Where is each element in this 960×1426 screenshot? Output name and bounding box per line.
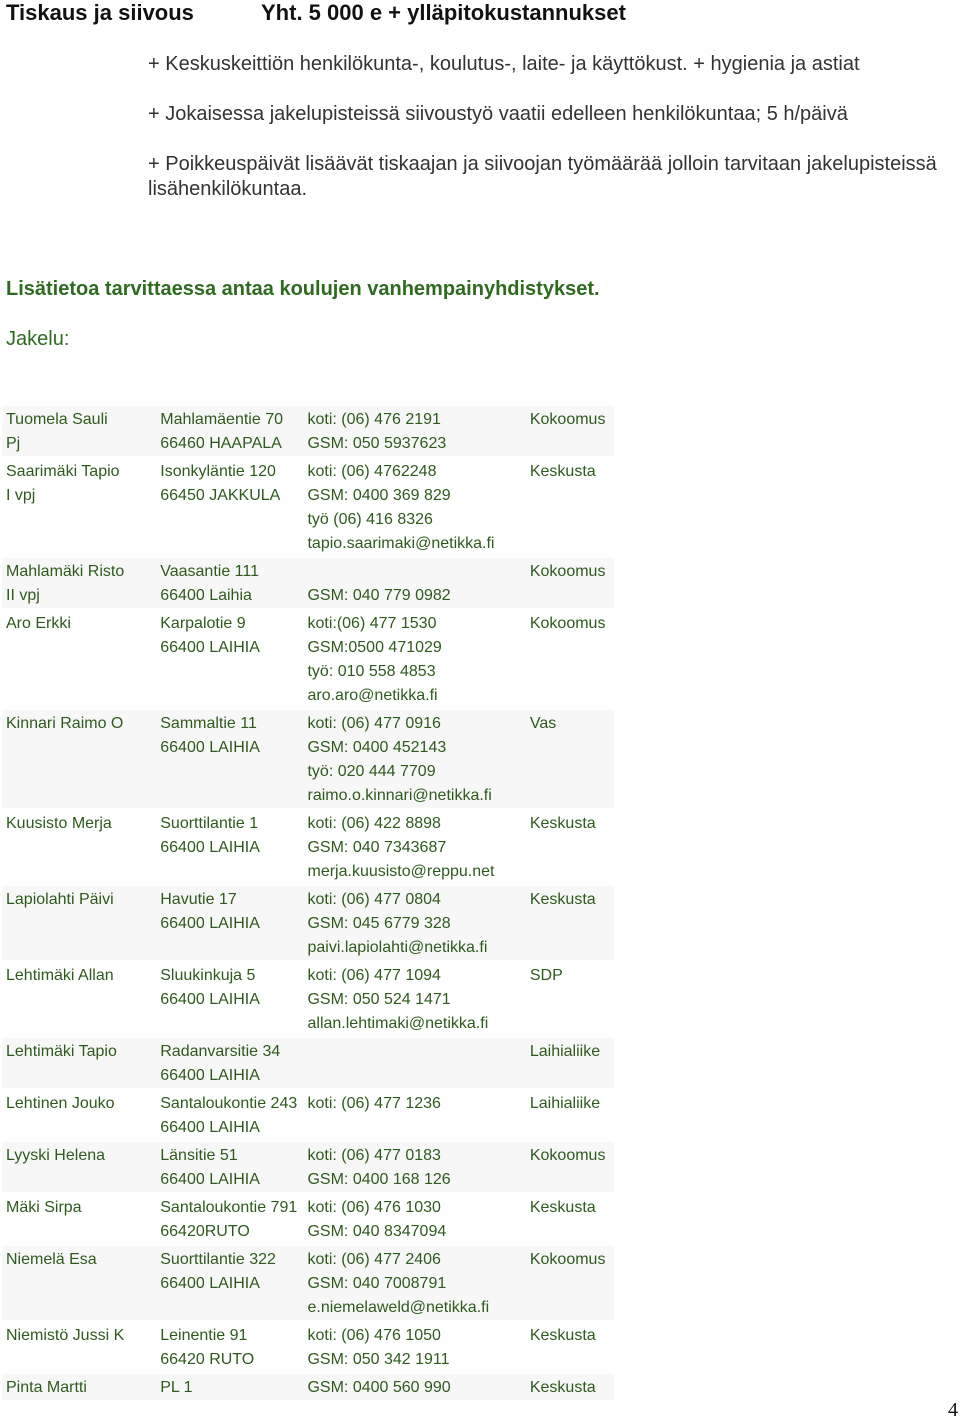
contact-phone-line: raimo.o.kinnari@netikka.fi: [307, 787, 492, 804]
bullet-list: [148, 52, 948, 227]
contact-name: [2, 1090, 156, 1140]
contact-phone-line: allan.lehtimaki@netikka.fi: [307, 1015, 489, 1032]
contact-address-line: 66400 LAIHIA: [160, 839, 260, 856]
contact-name-line: Lehtimäki Tapio: [6, 1043, 117, 1060]
distribution-heading: Jakelu:: [6, 328, 70, 350]
contact-name-line: Pj: [6, 435, 21, 452]
contact-name-line: Tuomela Sauli: [6, 411, 108, 428]
contact-phone-line: GSM: 0400 168 126: [307, 1171, 451, 1188]
info-note: Lisätietoa tarvittaessa antaa koulujen vanhempainyhdistykset.: [6, 278, 600, 300]
contact-phone-line: GSM: 050 524 1471: [307, 991, 451, 1008]
contact-name: [2, 1322, 156, 1372]
contact-address-line: Sammaltie 11: [160, 715, 257, 732]
contact-party: [526, 610, 614, 708]
contact-name-line: Niemistö Jussi K: [6, 1327, 125, 1344]
bullet-item: + Poikkeuspäivät lisäävät tiskaajan ja siivoojan työmäärää jolloin tarvitaan jakelupisteissä lisähenkilökuntaa.: [148, 153, 937, 200]
contact-name-line: Lyyski Helena: [6, 1147, 106, 1164]
contact-address: [156, 1038, 303, 1088]
contact-address-line: Vaasantie 111: [160, 563, 259, 580]
contact-table: [2, 404, 614, 1402]
contact-address-line: 66400 LAIHIA: [160, 1171, 260, 1188]
contact-name: [2, 1194, 156, 1244]
contact-party-line: Kokoomus: [529, 1147, 606, 1164]
contact-party-line: Laihialiike: [529, 1043, 601, 1060]
contact-address-line: Suorttilantie 322: [160, 1251, 276, 1268]
contact-address-line: Isonkyläntie 120: [160, 463, 276, 480]
table-row: [2, 962, 614, 1036]
contact-phone: [303, 810, 525, 884]
contact-name-line: Lehtimäki Allan: [6, 967, 114, 984]
contact-address-line: 66420RUTO: [160, 1223, 250, 1240]
contact-party: [526, 1090, 614, 1140]
contact-address-line: Mahlamäentie 70: [160, 411, 283, 428]
contact-name: [2, 558, 156, 608]
contact-address: [156, 558, 303, 608]
contact-name: [2, 1246, 156, 1320]
contact-name: [2, 458, 156, 556]
contact-party: [526, 1374, 614, 1400]
contact-party-line: Keskusta: [529, 891, 596, 908]
contact-party-line: Kokoomus: [529, 1251, 606, 1268]
bullet-item: + Keskuskeittiön henkilökunta-, koulutus-, laite- ja käyttökust. + hygienia ja astiat: [148, 53, 860, 75]
contact-phone-line: koti: (06) 477 1236: [307, 1095, 441, 1112]
contact-name: [2, 610, 156, 708]
contact-party: [526, 1194, 614, 1244]
contact-party: [526, 406, 614, 456]
contact-phone-line: työ: 010 558 4853: [307, 663, 436, 680]
contact-phone-line: koti: (06) 477 1094: [307, 967, 441, 984]
contact-address-line: 66420 RUTO: [160, 1351, 255, 1368]
table-row: [2, 610, 614, 708]
contact-phone-line: GSM:0500 471029: [307, 639, 442, 656]
contact-name-line: Saarimäki Tapio: [6, 463, 120, 480]
contact-party: [526, 962, 614, 1036]
contact-name: [2, 810, 156, 884]
contact-address-line: Leinentie 91: [160, 1327, 248, 1344]
contact-phone-line: aro.aro@netikka.fi: [307, 687, 438, 704]
contact-name-line: I vpj: [6, 487, 36, 504]
contact-name-line: Mäki Sirpa: [6, 1199, 82, 1216]
contact-name: [2, 886, 156, 960]
table-row: [2, 710, 614, 808]
contact-name-line: Lapiolahti Päivi: [6, 891, 114, 908]
contact-phone-line: työ (06) 416 8326: [307, 511, 433, 528]
contact-party: [526, 1322, 614, 1372]
contact-phone-line: GSM: 040 8347094: [307, 1223, 447, 1240]
contact-phone: [303, 1038, 525, 1088]
contact-phone-line: GSM: 0400 369 829: [307, 487, 451, 504]
contact-address: [156, 710, 303, 808]
contact-party-line: Vas: [529, 715, 557, 732]
contact-name-line: Niemelä Esa: [6, 1251, 97, 1268]
contact-phone: [303, 458, 525, 556]
contact-address: [156, 1322, 303, 1372]
contact-address: [156, 458, 303, 556]
contact-name-line: Pinta Martti: [6, 1379, 87, 1396]
contact-address-line: 66450 JAKKULA: [160, 487, 281, 504]
contact-party-line: Kokoomus: [529, 563, 606, 580]
table-row: [2, 1142, 614, 1192]
contact-phone-line: GSM: 050 342 1911: [307, 1351, 450, 1368]
contact-phone-line: tapio.saarimaki@netikka.fi: [307, 535, 495, 552]
contact-phone-line: koti: (06) 477 0183: [307, 1147, 441, 1164]
contact-address: [156, 886, 303, 960]
contact-phone-line: merja.kuusisto@reppu.net: [307, 863, 495, 880]
contact-address-line: 66400 LAIHIA: [160, 991, 260, 1008]
contact-phone-line: GSM: 0400 560 990: [307, 1379, 451, 1396]
contact-address-line: 66400 LAIHIA: [160, 1119, 260, 1136]
contact-phone: [303, 1374, 525, 1400]
contact-party: [526, 1142, 614, 1192]
contact-address-line: Karpalotie 9: [160, 615, 246, 632]
contact-party: [526, 886, 614, 960]
contact-address-line: Santaloukontie 791: [160, 1199, 298, 1216]
contact-name-line: Mahlamäki Risto: [6, 563, 125, 580]
contact-party-line: Keskusta: [529, 1327, 596, 1344]
contact-phone: [303, 710, 525, 808]
contact-phone: [303, 962, 525, 1036]
table-row: [2, 1246, 614, 1320]
contact-name: [2, 1374, 156, 1400]
contact-name: [2, 710, 156, 808]
contact-address-line: 66400 LAIHIA: [160, 1067, 260, 1084]
contact-party-line: Keskusta: [529, 463, 596, 480]
contact-phone-line: koti:(06) 477 1530: [307, 615, 437, 632]
contact-address-line: Havutie 17: [160, 891, 237, 908]
contact-phone-line: GSM: 040 7343687: [307, 839, 447, 856]
contact-phone-line: koti: (06) 476 1030: [307, 1199, 441, 1216]
contact-phone-line: koti: (06) 477 2406: [307, 1251, 441, 1268]
contact-address: [156, 962, 303, 1036]
contact-phone-line: koti: (06) 477 0916: [307, 715, 441, 732]
contact-address: [156, 1246, 303, 1320]
contact-address-line: 66400 LAIHIA: [160, 739, 260, 756]
contact-address-line: Länsitie 51: [160, 1147, 238, 1164]
contact-table-body: [2, 406, 614, 1400]
contact-party-line: SDP: [529, 967, 563, 984]
contact-party-line: Kokoomus: [529, 615, 606, 632]
total-cost: Yht. 5 000 e + ylläpitokustannukset: [261, 0, 626, 25]
contact-phone: [303, 406, 525, 456]
contact-phone-line: GSM: 045 6779 328: [307, 915, 451, 932]
contact-phone-line: koti: (06) 477 0804: [307, 891, 441, 908]
table-row: [2, 1322, 614, 1372]
contact-party-line: Keskusta: [529, 1379, 596, 1396]
table-row: [2, 1194, 614, 1244]
contact-phone-line: GSM: 0400 452143: [307, 739, 447, 756]
contact-phone-line: koti: (06) 476 1050: [307, 1327, 441, 1344]
contact-address-line: 66460 HAAPALA: [160, 435, 282, 452]
bullet-item: + Jokaisessa jakelupisteissä siivoustyö vaatii edelleen henkilökuntaa; 5 h/päivä: [148, 103, 848, 125]
contact-name: [2, 962, 156, 1036]
table-row: [2, 1374, 614, 1400]
table-row: [2, 1090, 614, 1140]
page-header: [6, 0, 960, 28]
contact-phone: [303, 558, 525, 608]
contact-address-line: Santaloukontie 243: [160, 1095, 298, 1112]
contact-name-line: II vpj: [6, 587, 40, 604]
table-row: [2, 406, 614, 456]
contact-address-line: Suorttilantie 1: [160, 815, 259, 832]
contact-name: [2, 1038, 156, 1088]
contact-party-line: Keskusta: [529, 1199, 596, 1216]
contact-phone-line: GSM: 040 7008791: [307, 1275, 447, 1292]
contact-address: [156, 610, 303, 708]
table-row: [2, 1038, 614, 1088]
contact-phone: [303, 1194, 525, 1244]
contact-address-line: 66400 LAIHIA: [160, 1275, 260, 1292]
contact-party: [526, 458, 614, 556]
contact-party-line: Kokoomus: [529, 411, 606, 428]
contact-address: [156, 810, 303, 884]
contact-phone-line: e.niemelaweld@netikka.fi: [307, 1299, 490, 1316]
section-title: Tiskaus ja siivous: [6, 0, 194, 25]
contact-phone: [303, 1322, 525, 1372]
contact-phone-line: koti: (06) 476 2191: [307, 411, 441, 428]
table-row: [2, 458, 614, 556]
contact-name-line: Kuusisto Merja: [6, 815, 112, 832]
table-row: [2, 810, 614, 884]
contact-address-line: 66400 LAIHIA: [160, 915, 260, 932]
contact-party: [526, 558, 614, 608]
contact-name: [2, 406, 156, 456]
contact-phone: [303, 1142, 525, 1192]
table-row: [2, 886, 614, 960]
contact-name: [2, 1142, 156, 1192]
contact-phone: [303, 886, 525, 960]
contact-phone-line: GSM: 040 779 0982: [307, 587, 451, 604]
contact-phone-line: koti: (06) 4762248: [307, 463, 437, 480]
contact-party: [526, 1246, 614, 1320]
contact-party: [526, 710, 614, 808]
contact-address: [156, 406, 303, 456]
contact-phone-line: [307, 560, 521, 584]
contact-phone-line: GSM: 050 5937623: [307, 435, 447, 452]
contact-party: [526, 1038, 614, 1088]
contact-phone: [303, 1246, 525, 1320]
contact-address: [156, 1142, 303, 1192]
page-number: 4: [948, 1399, 958, 1421]
contact-address: [156, 1194, 303, 1244]
contact-address-line: 66400 LAIHIA: [160, 639, 260, 656]
contact-address: [156, 1090, 303, 1140]
contact-party-line: Keskusta: [529, 815, 596, 832]
contact-address-line: 66400 Laihia: [160, 587, 252, 604]
contact-address: [156, 1374, 303, 1400]
contact-phone: [303, 610, 525, 708]
contact-phone: [303, 1090, 525, 1140]
contact-name-line: Kinnari Raimo O: [6, 715, 124, 732]
contact-address-line: PL 1: [160, 1379, 193, 1396]
contact-party: [526, 810, 614, 884]
contact-phone-line: työ: 020 444 7709: [307, 763, 436, 780]
contact-phone-line: paivi.lapiolahti@netikka.fi: [307, 939, 488, 956]
table-row: [2, 558, 614, 608]
contact-address-line: Sluukinkuja 5: [160, 967, 256, 984]
contact-name-line: Aro Erkki: [6, 615, 71, 632]
contact-address-line: Radanvarsitie 34: [160, 1043, 281, 1060]
contact-party-line: Laihialiike: [529, 1095, 601, 1112]
contact-phone-line: koti: (06) 422 8898: [307, 815, 441, 832]
contact-name-line: Lehtinen Jouko: [6, 1095, 115, 1112]
